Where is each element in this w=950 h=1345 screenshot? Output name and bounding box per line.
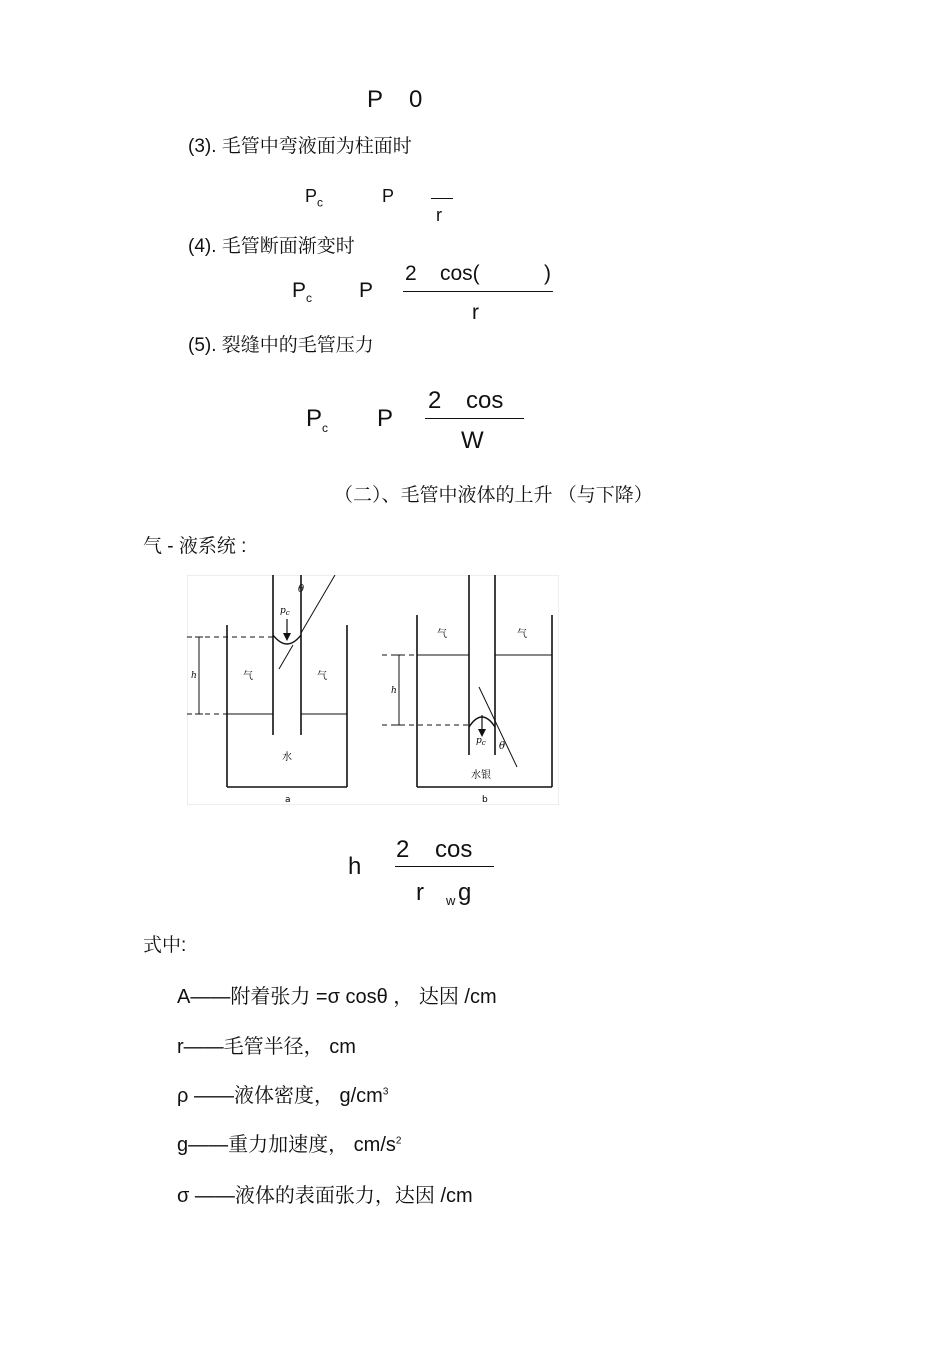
capillary-figure	[187, 575, 559, 805]
definition-item	[177, 980, 497, 1009]
section-title: （二）、毛管中液体的上升 （与下降）	[334, 485, 653, 506]
item5-numerator-2: 2	[428, 387, 442, 414]
definition-text: ——重力加速度， cm/s	[188, 1134, 396, 1156]
theta-label-a: θ	[298, 584, 305, 595]
height-numerator-cos: cos	[435, 836, 473, 863]
fraction-bar	[425, 418, 524, 419]
item4-pc: $P_c$	[292, 279, 313, 306]
gas-label-a-left: 气	[243, 671, 253, 682]
mercury-label: 水银	[471, 770, 491, 781]
item4-denominator: r	[472, 301, 479, 324]
definition-superscript: 2	[395, 1135, 402, 1147]
item4-numerator-cos: cos(	[440, 262, 480, 285]
definition-text: ——液体的表面张力，达因 /cm	[189, 1185, 473, 1207]
gas-label-b-left: 气	[437, 629, 447, 640]
h-label-a: h	[191, 671, 197, 681]
item3-pc: $P_c$	[305, 186, 324, 210]
formula-symbol: P	[367, 86, 384, 113]
definition-superscript: 3	[382, 1086, 389, 1098]
item3-label: (3). 毛管中弯液面为柱面时	[188, 136, 412, 157]
water-label: 水	[282, 752, 292, 763]
height-denominator-r: r	[416, 879, 424, 906]
definition-text: ——毛管半径， cm	[183, 1036, 356, 1058]
gas-label-a-right: 气	[317, 671, 327, 682]
item5-denominator: W	[461, 427, 484, 454]
definition-item	[177, 1128, 401, 1157]
definition-text: ——液体密度， g/cm	[188, 1085, 383, 1107]
height-formula-h: h	[348, 853, 362, 880]
height-denominator-g: g	[458, 879, 472, 906]
item3-p: P	[382, 186, 395, 206]
panel-a-label: a	[285, 795, 291, 805]
definition-symbol: ρ	[177, 1085, 189, 1107]
where-label: 式中:	[143, 935, 187, 956]
height-denominator-w: w	[446, 893, 456, 908]
h-label-b: h	[391, 686, 397, 696]
item5-p: P	[377, 405, 394, 432]
height-numerator-2: 2	[396, 836, 410, 863]
gas-label-b-right: 气	[517, 629, 527, 640]
definition-symbol: A	[177, 986, 191, 1008]
item4-numerator-close: )	[544, 262, 551, 285]
item5-pc: $P_c$	[306, 405, 329, 435]
definition-symbol: r	[177, 1036, 184, 1058]
fraction-bar	[395, 866, 494, 867]
definition-text: ——附着张力 =σ cosθ ， 达因 /cm	[190, 986, 497, 1008]
pc-label-a: $p_c$	[280, 606, 290, 617]
fraction-bar	[403, 291, 553, 292]
item4-p: P	[359, 279, 374, 302]
capillary-diagram	[187, 575, 559, 805]
definition-item	[177, 1179, 473, 1208]
fraction-bar	[431, 198, 453, 199]
formula-symbol: 0	[409, 86, 423, 113]
theta-label-b: θ	[499, 741, 506, 752]
system-label: 气 - 液系统 :	[143, 536, 247, 557]
item5-label: (5). 裂缝中的毛管压力	[188, 335, 374, 356]
definition-item	[177, 1079, 388, 1108]
panel-b-label: b	[482, 795, 488, 805]
definition-symbol: g	[177, 1134, 189, 1156]
formula-p-zero	[367, 86, 422, 114]
item5-numerator-cos: cos	[466, 387, 504, 414]
item3-denominator: r	[436, 205, 442, 225]
item4-numerator-2: 2	[405, 262, 417, 285]
item4-label: (4). 毛管断面渐变时	[188, 236, 355, 257]
definition-symbol: σ	[177, 1185, 190, 1207]
definition-item	[177, 1030, 356, 1059]
pc-label-b: $p_c$	[476, 736, 486, 747]
